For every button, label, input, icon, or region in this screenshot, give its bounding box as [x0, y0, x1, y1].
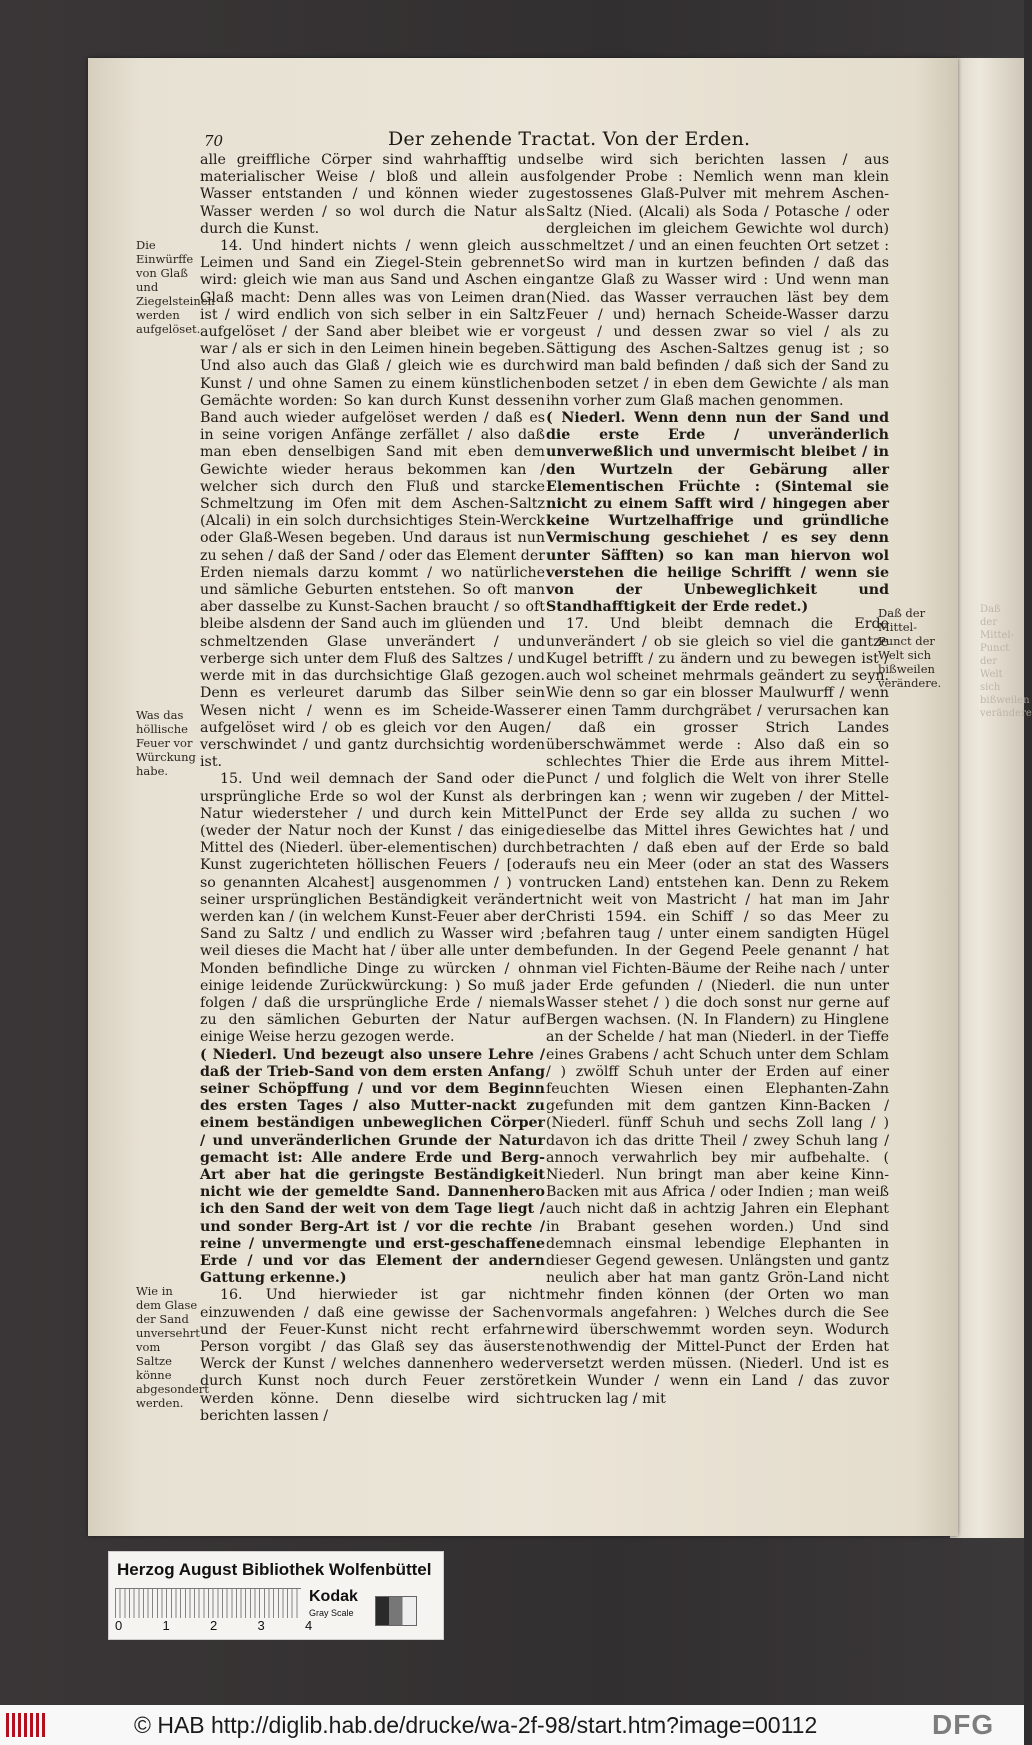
- paragraph: ( Niederl. Wenn denn nun der Sand und die erste Erde / unveränderlich unverweßlich und unvermischt bleibet / in den Wurtzeln der Gebärung aller Elementischen Früchte : (Sintemal sie nicht zu einem Safft wird / hingegen aber keine Wurtzelhaffrige und gründliche Vermischung geschiehet / es sey denn unter Säfften) so kan man hiervon wol verstehen die heilige Schrifft / wenn sie von der Unbeweglichkeit und Standhafftigkeit der Erde redet.): [546, 410, 889, 616]
- hab-logo-icon: [6, 1713, 48, 1737]
- kodak-gray-scale-label: Gray Scale: [309, 1608, 354, 1618]
- page-number: 70: [204, 132, 224, 150]
- paragraph: selbe wird sich berichten lassen / aus folgender Probe : Nemlich wenn man klein gestossenes Glaß-Pulver mit mehrem Aschen-Saltz (Nied. (Alcali) als Soda / Potasche / oder dergleichen im gleichem Gewichte wol durch) schmeltzet / und an einen feuchten Ort setzet : So wird man in kurtzen befinden / daß das gantze Glaß zu Wasser wird : Und wenn man (Nied. das Wasser verrauchen läst bey dem Feuer / und) hernach Scheide-Wasser darzu geust / und dessen zwar so viel / als zu Sättigung des Aschen-Saltzes genug ist ; so wird man bald befinden / daß sich der Sand zu boden setzet / in eben dem Gewichte / als man ihn vorher zum Glaß machen genommen.: [546, 152, 889, 409]
- paragraph: 15. Und weil demnach der Sand oder die ursprüngliche Erde so wol der Kunst als der Natur wiedersteher / und durch kein Mittel (weder der Natur noch der Kunst / das einige Mittel des (Niederl. über-elementischen) durch Kunst zugerichteten höllischen Feuers / [oder so genannten Alcahest] ausgenommen / ) von seiner ursprünglichen Beständigkeit verändert werden kan / (in welchem Kunst-Feuer aber der Sand zu Saltz / und endlich zu Wasser wird ; weil dieses die Macht hat / über alle unter dem Monden befindliche Dinge zu würcken / ohn einige leidende Zurückwürckung: ) So muß ja folgen / daß die ursprüngliche Erde / niemals zu den sämlichen Geburten der Natur auf einige Weise herzu gezogen werde.: [200, 771, 545, 1046]
- library-label: [108, 1551, 444, 1640]
- next-page-edge: [950, 58, 1032, 1538]
- paragraph: 14. Und hindert nichts / wenn gleich aus Leimen und Sand ein Ziegel-Stein gebrennet wird: gleich wie man aus Sand und Aschen ein Glaß macht: Denn alles was von Leimen dran ist / wird endlich von sich selber in ein Saltz aufgelöset / der Sand aber bleibet wie er vor war / als er sich in den Leimen hinein begeben. Und also auch das Glaß / gleich wie es durch Kunst / und ohne Samen zu einem künstlichen Gemächte worden: So kan durch Kunst dessen Band auch wieder aufgelöset werden / daß es in seine vorigen Anfänge zerfället / also daß man eben denselbigen Sand mit eben dem Gewichte wieder heraus bekommen kan / welcher sich durch den Fluß und starcke Schmeltzung im Ofen mit dem Aschen-Saltz (Alcali) in ein solch durchsichtiges Stein-Werck oder Glaß-Wesen begeben. Und daraus ist nun zu sehen / daß der Sand / oder das Element der Erden niemals darzu kommt / wo natürliche und sämliche Geburten entstehen. So oft man aber dasselbe zu Kunst-Sachen braucht / so oft bleibe alsdenn der Sand auch im glüenden und schmeltzenden Glase unverändert / und verberge sich unter dem Fluß des Saltzes / und werde mit in das durchsichtige Glaß gezogen. Denn es verleuret darumb das Silber sein Wesen nicht / wenn es im Scheide-Wasser aufgelöset wird / ob es gleich vor den Augen verschwindet / und gantz durchsichtig worden ist.: [200, 238, 545, 771]
- dfg-logo: DFG: [932, 1709, 995, 1740]
- scale-ruler: [115, 1588, 301, 1618]
- gray-scale-swatch: [375, 1596, 417, 1626]
- footer-credit-link[interactable]: © HAB http://diglib.hab.de/drucke/wa-2f-98/start.htm?image=00112: [134, 1712, 818, 1738]
- left-column: [200, 152, 545, 1472]
- scale-number: 0: [115, 1618, 123, 1633]
- margin-note: Daß der Mittel-Punct der Welt sich bißweilen verändere.: [878, 606, 942, 690]
- paragraph: alle greiffliche Cörper sind wahrhafftig und materialischer Weise / bloß und allein aus Wasser entstanden / und können wieder zu Wasser werden / so wol durch die Natur als durch die Kunst.: [200, 152, 545, 237]
- paragraph: ( Niederl. Und bezeugt also unsere Lehre / daß der Trieb-Sand von dem ersten Anfang seiner Schöpffung / und vor dem Beginn des ersten Tages / also Mutter-nackt zu einem beständigen unbeweglichen Cörper / und unveränderlichen Grunde der Natur gemacht ist: Alle andere Erde und Berg-Art aber hat die geringste Beständigkeit nicht wie der gemeldte Sand. Dannenhero ich den Sand der weit von dem Tage liegt / und sonder Berg-Art ist / vor die rechte / reine / unvermengte und erst-geschaffene Erde / und vor das Element der andern Gattung erkenne.): [200, 1046, 545, 1287]
- margin-note: Was das höllische Feuer vor Würckung habe.: [136, 708, 196, 778]
- right-column: [546, 152, 889, 1472]
- running-head: Der zehende Tractat. Von der Erden.: [388, 128, 751, 150]
- margin-note: Die Einwürffe von Glaß und Ziegelsteinen werden aufgelöset.: [136, 238, 215, 336]
- library-name: Herzog August Bibliothek Wolfenbüttel: [117, 1560, 432, 1579]
- book-page: [88, 58, 958, 1536]
- paragraph: 16. Und hierwieder ist gar nicht einzuwenden / daß eine gewisse der Sachen und der Feuer-Kunst nicht recht erfahrne Person vorgibt / das Glaß sey das äuserste Werck der Kunst / welches dannenhero weder durch Kunst noch durch Feuer zerstöret werden könne. Denn dieselbe wird sich berichten lassen /: [200, 1287, 545, 1424]
- scale-number: 4: [305, 1618, 313, 1633]
- scale-number: 1: [162, 1618, 170, 1633]
- footer-bar: [0, 1705, 1024, 1745]
- paragraph: 17. Und bleibt demnach die Erde unverändert / ob sie gleich so viel die gantze Kugel betrifft / zu ändern und zu bewegen ist / auch wol scheinet mehrmals geändert zu seyn. Wie denn so gar ein blosser Maulwurff / wenn er einen Tamm durchgräbet / verursachen kan / daß ein grosser Strich Landes überschwämmet werde : Also daß ein so schlechtes Thier die Erde aus ihrem Mittel-Punct / und folglich die Welt von ihrer Stelle bringen kan ; wenn wir zugeben / der Mittel-Punct der Erde sey allda zu suchen / wo dieselbe das Mittel ihres Gewichtes hat / und betrachten / daß eben auf der Erde so bald aufs neu ein Meer (oder an stat des Wassers trucken Land) entstehen kan. Denn zu Rekem nicht weit von Mastricht / hat man im Jahr Christi 1594. ein Schiff / so das Meer zu befahren taug / unter einem sandigten Hügel befunden. In der Gegend Peele genannt / hat man viel Fichten-Bäume der Reihe nach / unter der Erde gefunden / (Niederl. die nun unter Wasser stehet / ) die doch sonst nur gerne auf Bergen wachsen. (N. In Flandern) zu Hinglene an der Schelde / hat man (Niederl. in der Tieffe eines Grabens / acht Schuch unter dem Schlam / ) zwölff Schuh unter der Erden auf einer feuchten Wiesen einen Elephanten-Zahn gefunden mit dem gantzen Kinn-Backen / (Niederl. fünff Schuh und sechs Zoll lang / ) davon ich das dritte Theil / zwey Schuh lang / annoch verwahrlich bey mir aufbehalte. ( Niederl. Nun bringt man aber keine Kinn-Backen mit aus Africa / oder Indien ; man weiß auch nicht daß in achtzig Jahren ein Elephant in Brabant gesehen worden.) Und sind demnach einsmal lebendige Elephanten in dieser Gegend gewesen. Unlängsten und gantz neulich aber hat man gantz Grön-Land nicht mehr finden können (der Orten wo man vormals angefahren: ) Welches durch die See wird überschwemmt worden seyn. Wodurch nothwendig der Mittel-Punct der Erden hat versetzt werden müssen. (Niederl. Und ist es kein Wunder / wenn ein Land / das zuvor trucken lag / mit: [546, 616, 889, 1407]
- kodak-brand: Kodak: [309, 1588, 358, 1605]
- scale-number: 3: [257, 1618, 265, 1633]
- margin-note: Wie in dem Glase der Sand unversehrt vom Saltze könne abgesondert werden.: [136, 1284, 209, 1410]
- scale-number: 2: [210, 1618, 218, 1633]
- bleed-through-text: Daß der Mittel-Punct der Welt sich bißweilen verändere: [980, 604, 1032, 719]
- scale-numbers: [115, 1618, 315, 1633]
